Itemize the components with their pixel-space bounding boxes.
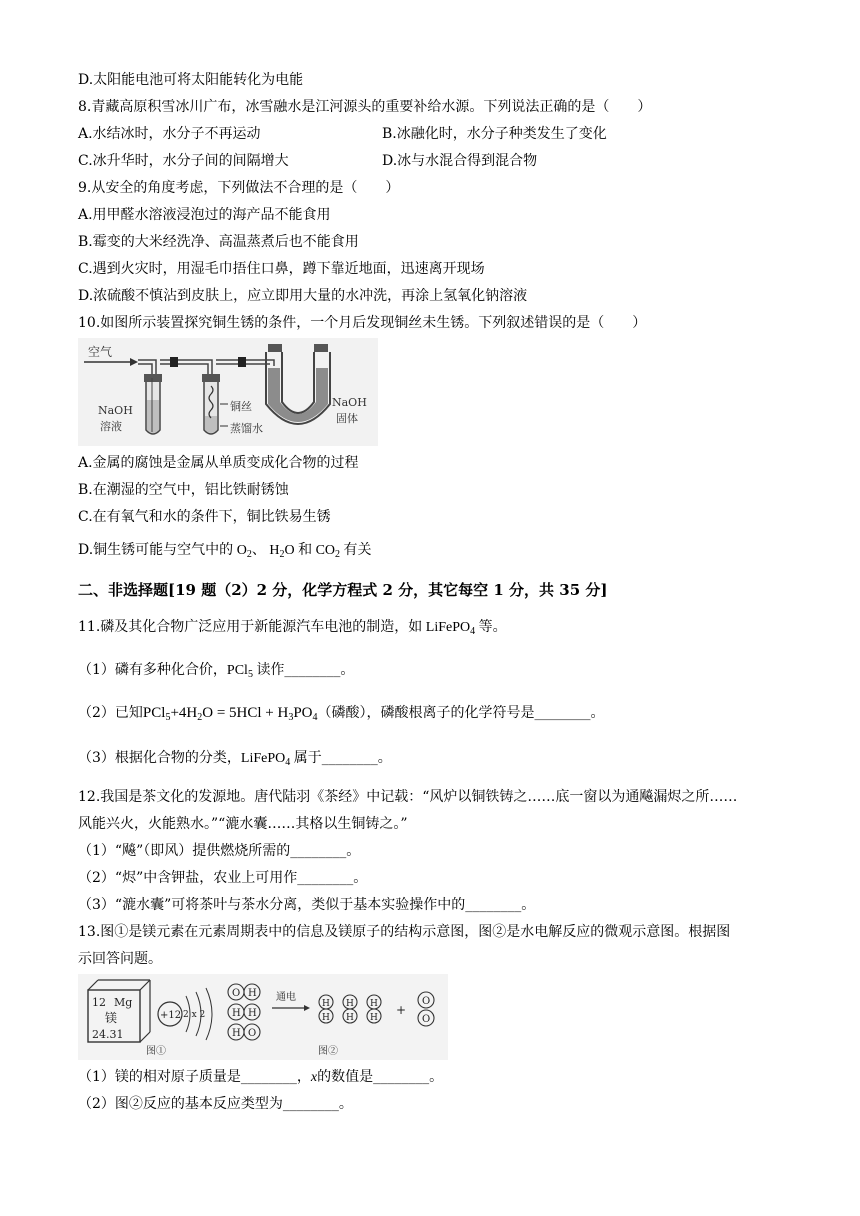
h2-atom: H: [322, 1013, 330, 1023]
plus-sign: +: [396, 1003, 407, 1017]
atom-o-2: O: [248, 1028, 257, 1039]
atom-h-4: H: [232, 1028, 241, 1039]
o2-atom: O: [422, 1014, 431, 1025]
h2-atom: H: [370, 1013, 378, 1023]
atom-h-1: H: [248, 988, 257, 999]
q12-stem: 12.我国是茶文化的发源地。唐代陆羽《茶经》中记载：“风炉以铜铁铸之……底一窗以为通飚漏烬之所……: [78, 789, 738, 805]
element-number: 12: [92, 996, 106, 1009]
naoh-solid-label-1: NaOH: [332, 396, 367, 409]
element-name: 镁: [105, 1011, 118, 1025]
q10-option-c: C.在有氧气和水的条件下，铜比铁易生锈: [78, 509, 331, 525]
atom-h-2: H: [232, 1008, 241, 1019]
q10-option-a: A.金属的腐蚀是金属从单质变成化合物的过程: [78, 455, 359, 471]
atomic-mass: 24.31: [92, 1028, 124, 1041]
element-symbol: Mg: [114, 996, 133, 1009]
naoh-solid-label-2: 固体: [336, 412, 358, 425]
q10-stem: 10.如图所示装置探究铜生锈的条件，一个月后发现铜丝未生锈。下列叙述错误的是（ ）: [78, 315, 647, 331]
copper-rust-apparatus-figure: [78, 338, 378, 446]
naoh-solution-label-2: 溶液: [100, 420, 122, 433]
air-label: 空气: [88, 345, 113, 359]
arrow-label: 通电: [276, 992, 296, 1003]
copper-wire-label: 铜丝: [230, 400, 252, 413]
atom-o-1: O: [232, 988, 241, 999]
o2-atom: O: [422, 996, 431, 1007]
q8-option-d: D.冰与水混合得到混合物: [382, 153, 538, 169]
q11-part-3: （3）根据化合物的分类，LiFePO$_4$ 属于________。: [78, 750, 392, 768]
q12-part-2: （2）“烬”中含钾盐，农业上可用作________。: [78, 870, 368, 886]
h2-atom: H: [346, 999, 354, 1009]
naoh-solution-label-1: NaOH: [98, 404, 133, 417]
figure-2-caption: 图②: [318, 1046, 338, 1057]
q8-option-c: C.冰升华时，水分子间的间隔增大: [78, 153, 289, 169]
q12-stem-cont: 风能兴火，火能熟水。”“漉水囊……其格以生铜铸之。”: [78, 816, 408, 832]
q7-option-d: D.太阳能电池可将太阳能转化为电能: [78, 72, 304, 88]
q8-option-a: A.水结冰时，水分子不再运动: [78, 126, 261, 142]
distilled-water-label: 蒸馏水: [230, 422, 263, 435]
figure-1-caption: 图①: [146, 1046, 166, 1057]
q10-option-d: D.铜生锈可能与空气中的 $O_2$、 $H_2O$ 和 $CO_2$ 有关: [78, 542, 372, 560]
q9-option-a: A.用甲醛水溶液浸泡过的海产品不能食用: [78, 207, 331, 223]
magnesium-and-electrolysis-figure: [78, 974, 448, 1060]
electron-shells: 2 x 2: [183, 1010, 206, 1020]
q9-option-c: C.遇到火灾时，用湿毛巾捂住口鼻，蹲下靠近地面，迅速离开现场: [78, 261, 485, 277]
q11-stem: 11.磷及其化合物广泛应用于新能源汽车电池的制造，如 LiFePO$_4$ 等。: [78, 619, 507, 637]
q13-stem: 13.图①是镁元素在元素周期表中的信息及镁原子的结构示意图，图②是水电解反应的微观示意图。根据图: [78, 924, 731, 940]
q9-option-b: B.霉变的大米经洗净、高温蒸煮后也不能食用: [78, 234, 359, 250]
h2-atom: H: [346, 1013, 354, 1023]
q9-stem: 9.从安全的角度考虑，下列做法不合理的是（ ）: [78, 180, 400, 196]
q10-option-b: B.在潮湿的空气中，铝比铁耐锈蚀: [78, 482, 289, 498]
q11-part-2: （2）已知$PCl_5+4H_2O = 5HCl + H_3PO_4$（磷酸），磷酸根离子的化学符号是________。: [78, 705, 605, 723]
h2-atom: H: [370, 999, 378, 1009]
q13-stem-cont: 示回答问题。: [78, 951, 162, 967]
q13-part-1: （1）镁的相对原子质量是________，x的数值是________。: [78, 1069, 444, 1085]
q12-part-1: （1）“飚”（即风）提供燃烧所需的________。: [78, 843, 361, 859]
q13-part-2: （2）图②反应的基本反应类型为________。: [78, 1096, 353, 1112]
q12-part-3: （3）“漉水囊”可将茶叶与茶水分离，类似于基本实验操作中的________。: [78, 897, 536, 913]
nucleus-charge: +12: [160, 1010, 182, 1021]
q9-option-d: D.浓硫酸不慎沾到皮肤上，应立即用大量的水冲洗，再涂上氢氧化钠溶液: [78, 288, 528, 304]
q8-option-b: B.冰融化时，水分子种类发生了变化: [382, 126, 607, 142]
q8-stem: 8.青藏高原积雪冰川广布，冰雪融水是江河源头的重要补给水源。下列说法正确的是（ ）: [78, 99, 652, 115]
section-2-title: 二、非选择题[19 题（2）2 分，化学方程式 2 分，其它每空 1 分，共 35 分]: [78, 581, 608, 599]
q11-part-1: （1）磷有多种化合价，PCl$_5$ 读作________。: [78, 662, 355, 680]
h2-atom: H: [322, 999, 330, 1009]
atom-h-3: H: [248, 1008, 257, 1019]
